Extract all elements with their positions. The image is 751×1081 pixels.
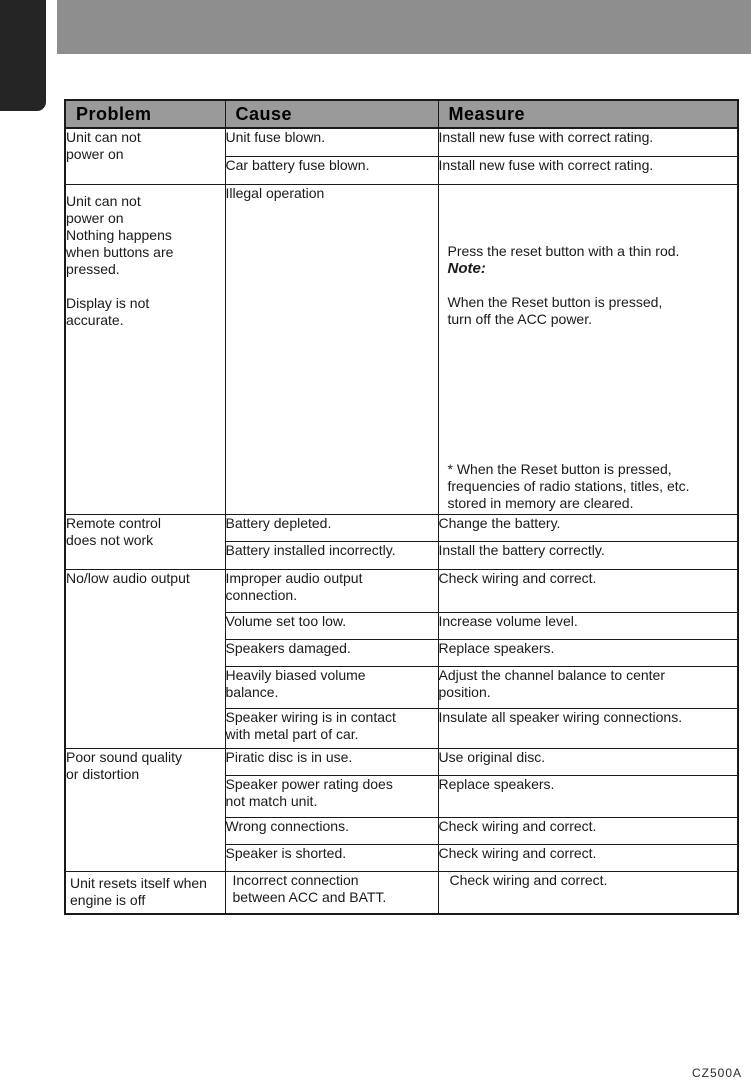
cause-cell: Illegal operation	[225, 184, 438, 514]
measure-cell: Install new fuse with correct rating.	[438, 128, 738, 156]
problem-cell: Poor sound quality or distortion	[65, 748, 225, 871]
table-row	[65, 871, 738, 914]
cause-cell: Speaker wiring is in contact with metal part of car.	[225, 708, 438, 748]
cause-cell: Battery depleted.	[225, 514, 438, 541]
cause-cell: Improper audio output connection.	[225, 569, 438, 612]
table-row	[65, 748, 738, 775]
troubleshooting-table	[64, 99, 739, 915]
problem-cell: Unit can not power on	[65, 128, 225, 184]
note-label: Note:	[447, 259, 486, 277]
reset-footnote: * When the Reset button is pressed, frequencies of radio stations, titles, etc. stored in memory are cleared.	[447, 460, 690, 511]
problem-cell: No/low audio output	[65, 569, 225, 748]
table-row	[65, 514, 738, 541]
cause-cell: Wrong connections.	[225, 817, 438, 844]
cause-cell: Piratic disc is in use.	[225, 748, 438, 775]
measure-cell: Check wiring and correct.	[438, 871, 738, 914]
table-row	[65, 184, 738, 514]
problem-cell: Unit resets itself when engine is off	[65, 871, 225, 914]
problem-cell: Unit can not power on Nothing happens when buttons are pressed. Display is not accurate.	[65, 184, 225, 514]
cause-cell: Volume set too low.	[225, 612, 438, 639]
header-measure: Measure	[438, 100, 738, 128]
measure-cell: Check wiring and correct.	[438, 817, 738, 844]
measure-cell: Increase volume level.	[438, 612, 738, 639]
model-number: CZ500A	[691, 1066, 742, 1080]
measure-cell: Replace speakers.	[438, 775, 738, 817]
measure-cell: Replace speakers.	[438, 639, 738, 666]
measure-cell: Change the battery.	[438, 514, 738, 541]
measure-cell	[438, 184, 738, 514]
table-row	[65, 128, 738, 156]
measure-cell: Install new fuse with correct rating.	[438, 156, 738, 184]
note-text: When the Reset button is pressed, turn off the ACC power.	[447, 293, 663, 327]
cause-cell: Car battery fuse blown.	[225, 156, 438, 184]
cause-cell: Battery installed incorrectly.	[225, 541, 438, 569]
language-side-tab	[0, 0, 46, 111]
cause-cell: Speaker is shorted.	[225, 844, 438, 871]
header-cause: Cause	[225, 100, 438, 128]
cause-cell: Speakers damaged.	[225, 639, 438, 666]
measure-cell: Adjust the channel balance to center position.	[438, 666, 738, 708]
reset-instruction: Press the reset button with a thin rod.	[447, 242, 680, 259]
table-header-row	[65, 100, 738, 128]
measure-cell: Check wiring and correct.	[438, 844, 738, 871]
cause-cell: Unit fuse blown.	[225, 128, 438, 156]
problem-cell: Remote control does not work	[65, 514, 225, 569]
header-problem: Problem	[65, 100, 225, 128]
cause-cell: Incorrect connection between ACC and BATT.	[225, 871, 438, 914]
measure-cell: Use original disc.	[438, 748, 738, 775]
measure-cell: Install the battery correctly.	[438, 541, 738, 569]
cause-cell: Speaker power rating does not match unit.	[225, 775, 438, 817]
measure-cell: Check wiring and correct.	[438, 569, 738, 612]
section-header-bar	[57, 0, 751, 54]
cause-cell: Heavily biased volume balance.	[225, 666, 438, 708]
measure-cell: Insulate all speaker wiring connections.	[438, 708, 738, 748]
table-row	[65, 569, 738, 612]
